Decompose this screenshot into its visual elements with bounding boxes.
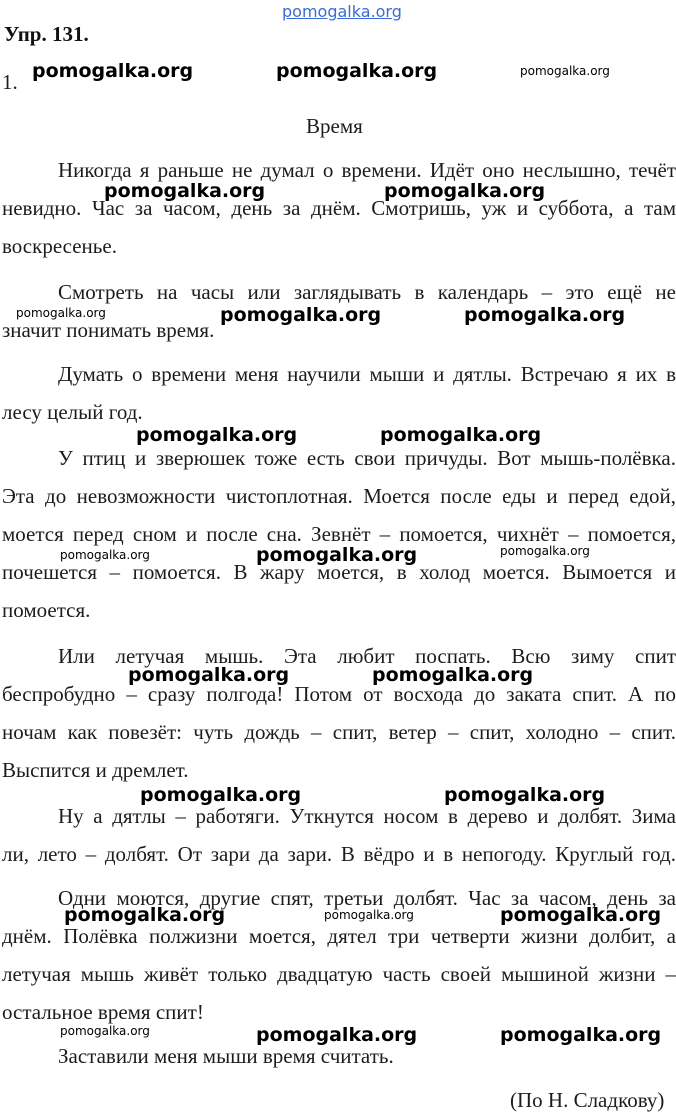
watermark: pomogalka.org (520, 64, 610, 78)
text-line: беспробудно – сразу полгода! Потом от восхода до заката спит. А по (2, 682, 676, 706)
watermark: pomogalka.org (16, 306, 106, 320)
watermark: pomogalka.org (372, 664, 534, 686)
text-line: ли, лето – долбят. От зари да зари. В вёдро и в непогоду. Круглый год. (2, 842, 676, 866)
text-line: летучая мышь живёт только двадцатую часть своей мышиной жизни – (2, 962, 676, 986)
watermark: pomogalka.org (136, 424, 298, 446)
text-line: почешется – помоется. В жару моется, в холод моется. Вымоется и (2, 560, 676, 584)
text-line: Никогда я раньше не думал о времени. Идёт оно неслышно, течёт (58, 158, 676, 182)
watermark: pomogalka.org (380, 424, 542, 446)
text-line: Выспится и дремлет. (2, 758, 189, 782)
text-line: днём. Полёвка полжизни моется, дятел три четверти жизни долбит, а (2, 924, 676, 948)
watermark: pomogalka.org (276, 60, 438, 82)
text-line: Думать о времени меня научили мыши и дятлы. Встречаю я их в (58, 362, 676, 386)
text-line: Заставили меня мыши время считать. (58, 1044, 394, 1068)
text-line: Одни моются, другие спят, третьи долбят. Час за часом, день за (58, 886, 676, 910)
watermark: pomogalka.org (64, 904, 226, 926)
story-title: Время (306, 114, 363, 138)
watermark: pomogalka.org (256, 544, 418, 566)
text-line: моется перед сном и после сна. Зевнёт – помоется, чихнёт – помоется, (2, 522, 676, 546)
text-line: Или летучая мышь. Эта любит поспать. Всю зиму спит (58, 644, 676, 668)
text-line: значит понимать время. (2, 318, 215, 342)
watermark: pomogalka.org (444, 784, 606, 806)
attribution: (По Н. Сладкову) (510, 1088, 665, 1112)
watermark: pomogalka.org (256, 1024, 418, 1046)
text-line: воскресенье. (2, 234, 117, 258)
watermark: pomogalka.org (140, 784, 302, 806)
watermark: pomogalka.org (464, 304, 626, 326)
watermark: pomogalka.org (60, 1024, 150, 1038)
part-number: 1. (2, 70, 18, 94)
watermark-link[interactable]: pomogalka.org (282, 2, 402, 21)
watermark: pomogalka.org (384, 180, 546, 202)
text-line: Эта до невозможности чистоплотная. Моется после еды и перед едой, (2, 484, 676, 508)
text-line: невидно. Час за часом, день за днём. Смотришь, уж и суббота, а там (2, 196, 676, 220)
watermark: pomogalka.org (128, 664, 290, 686)
text-line: остальное время спит! (2, 1000, 204, 1024)
text-line: ночам как повезёт: чуть дождь – спит, ветер – спит, холодно – спит. (2, 720, 676, 744)
watermark: pomogalka.org (324, 908, 414, 922)
text-line: Смотреть на часы или заглядывать в календарь – это ещё не (58, 280, 676, 304)
watermark: pomogalka.org (220, 304, 382, 326)
exercise-title: Упр. 131. (4, 22, 89, 46)
watermark: pomogalka.org (500, 904, 662, 926)
text-line: У птиц и зверюшек тоже есть свои причуды. Вот мышь-полёвка. (58, 446, 676, 470)
watermark: pomogalka.org (32, 60, 194, 82)
text-line: лесу целый год. (2, 400, 143, 424)
watermark: pomogalka.org (500, 544, 590, 558)
text-line: Ну а дятлы – работяги. Уткнутся носом в дерево и долбят. Зима (58, 804, 676, 828)
watermark: pomogalka.org (104, 180, 266, 202)
watermark: pomogalka.org (60, 548, 150, 562)
watermark: pomogalka.org (500, 1024, 662, 1046)
text-line: помоется. (2, 598, 91, 622)
